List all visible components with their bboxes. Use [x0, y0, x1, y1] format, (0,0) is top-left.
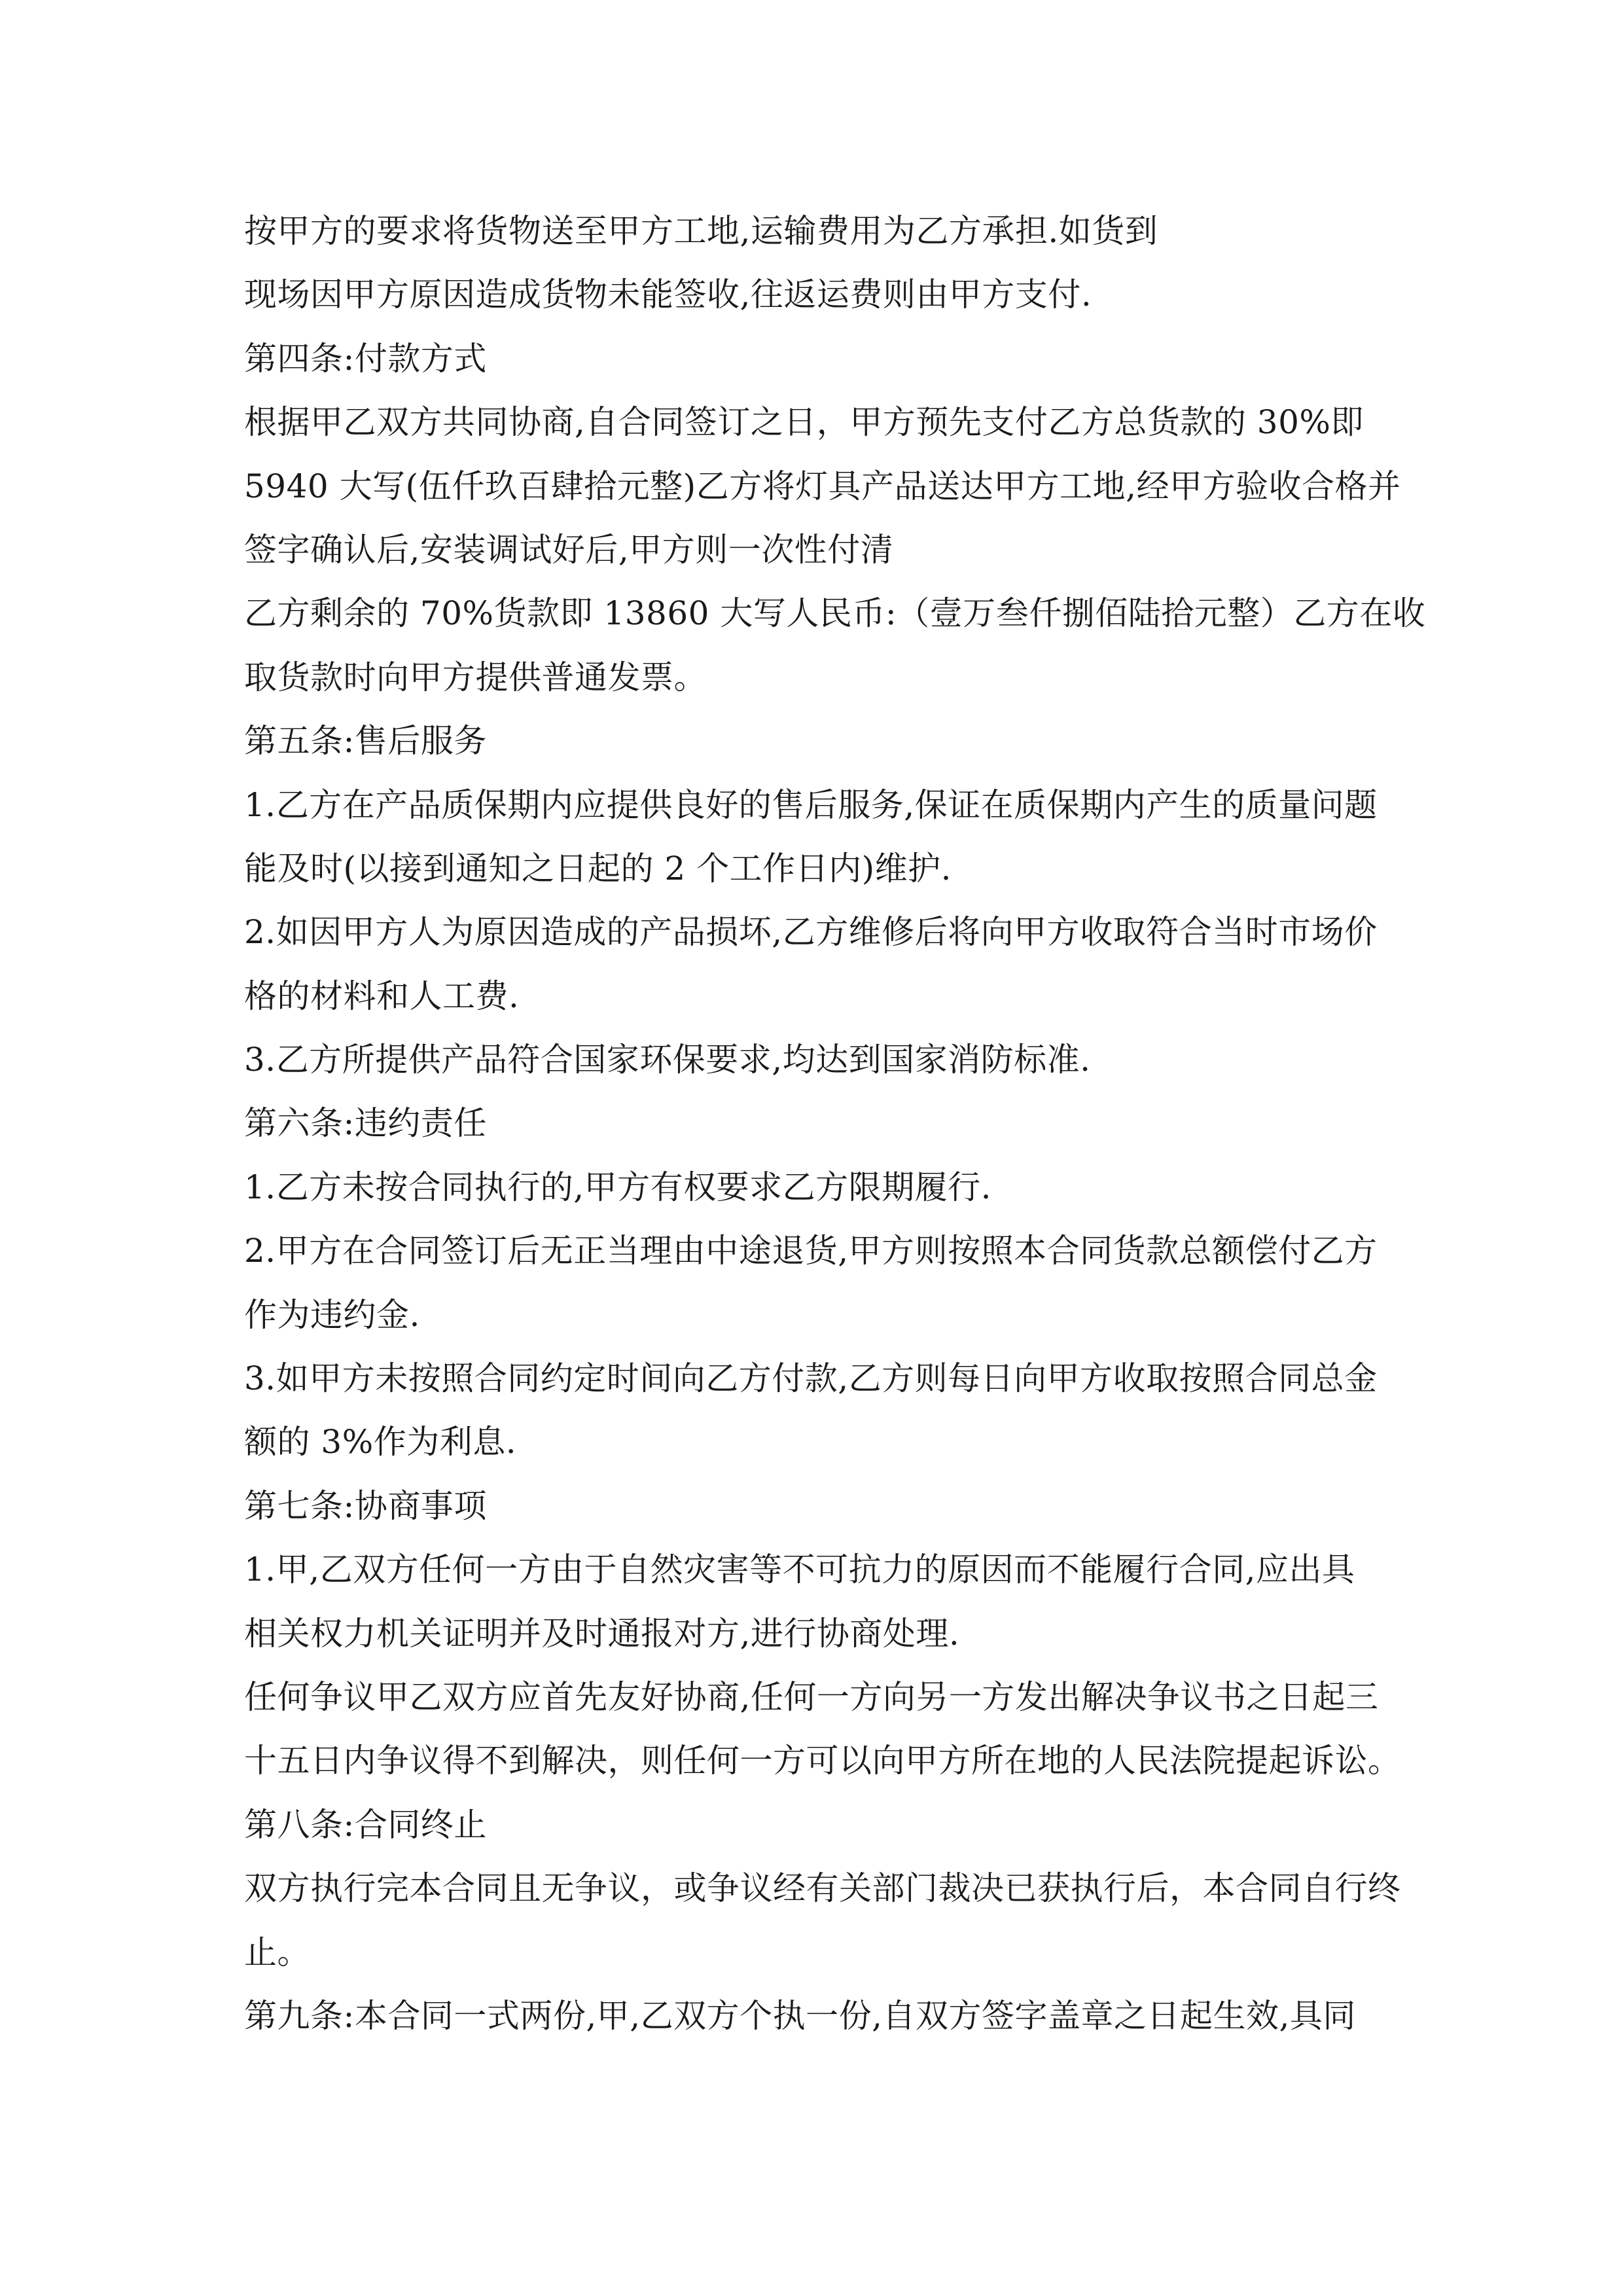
section-heading: 第五条:售后服务	[244, 722, 487, 761]
text-line: 格的材料和人工费.	[244, 977, 520, 1015]
text-line: 1.甲,乙双方任何一方由于自然灾害等不可抗力的原因而不能履行合同,应出具	[244, 1551, 1355, 1589]
contract-text	[244, 200, 1426, 2048]
text-line: 3.乙方所提供产品符合国家环保要求,均达到国家消防标准.	[244, 1041, 1091, 1079]
text-line: 作为违约金.	[244, 1295, 420, 1334]
text-line: 十五日内争议得不到解决，则任何一方可以向甲方所在地的人民法院提起诉讼。	[244, 1742, 1401, 1780]
text-line: 5940 大写(伍仟玖百肆拾元整)乙方将灯具产品送达甲方工地,经甲方验收合格并	[244, 467, 1401, 505]
section-heading: 第六条:违约责任	[244, 1104, 487, 1143]
text-line: 任何争议甲乙双方应首先友好协商,任何一方向另一方发出解决争议书之日起三	[244, 1677, 1379, 1716]
text-line: 1.乙方未按合同执行的,甲方有权要求乙方限期履行.	[244, 1168, 991, 1206]
text-line: 2.甲方在合同签订后无正当理由中途退货,甲方则按照本合同货款总额偿付乙方	[244, 1232, 1378, 1270]
text-line: 签字确认后,安装调试好后,甲方则一次性付清	[244, 530, 894, 569]
text-line: 2.如因甲方人为原因造成的产品损坏,乙方维修后将向甲方收取符合当时市场价	[244, 913, 1378, 952]
text-line: 双方执行完本合同且无争议，或争议经有关部门裁决已获执行后，本合同自行终	[244, 1869, 1401, 1908]
section-heading: 第八条:合同终止	[244, 1805, 487, 1844]
text-line: 现场因甲方原因造成货物未能签收,往返运费则由甲方支付.	[244, 276, 1092, 314]
text-line: 能及时(以接到通知之日起的 2 个工作日内)维护.	[244, 849, 952, 888]
text-line: 3.如甲方未按照合同约定时间向乙方付款,乙方则每日向甲方收取按照合同总金	[244, 1359, 1378, 1398]
text-line: 乙方剩余的 70%货款即 13860 大写人民币:（壹万叁仟捌佰陆拾元整）乙方在收	[244, 594, 1426, 633]
text-line: 额的 3%作为利息.	[244, 1423, 517, 1462]
section-heading: 第七条:协商事项	[244, 1486, 487, 1525]
text-line: 相关权力机关证明并及时通报对方,进行协商处理.	[244, 1614, 960, 1653]
section-heading: 第九条:本合同一式两份,甲,乙双方个执一份,自双方签字盖章之日起生效,具同	[244, 1996, 1356, 2035]
text-line: 1.乙方在产品质保期内应提供良好的售后服务,保证在质保期内产生的质量问题	[244, 785, 1378, 824]
text-line: 止。	[244, 1933, 310, 1971]
text-line: 按甲方的要求将货物送至甲方工地,运输费用为乙方承担.如货到	[244, 212, 1158, 250]
section-heading: 第四条:付款方式	[244, 339, 487, 378]
text-line: 根据甲乙双方共同协商,自合同签订之日，甲方预先支付乙方总货款的 30%即	[244, 403, 1364, 442]
text-line: 取货款时向甲方提供普通发票。	[244, 658, 707, 696]
